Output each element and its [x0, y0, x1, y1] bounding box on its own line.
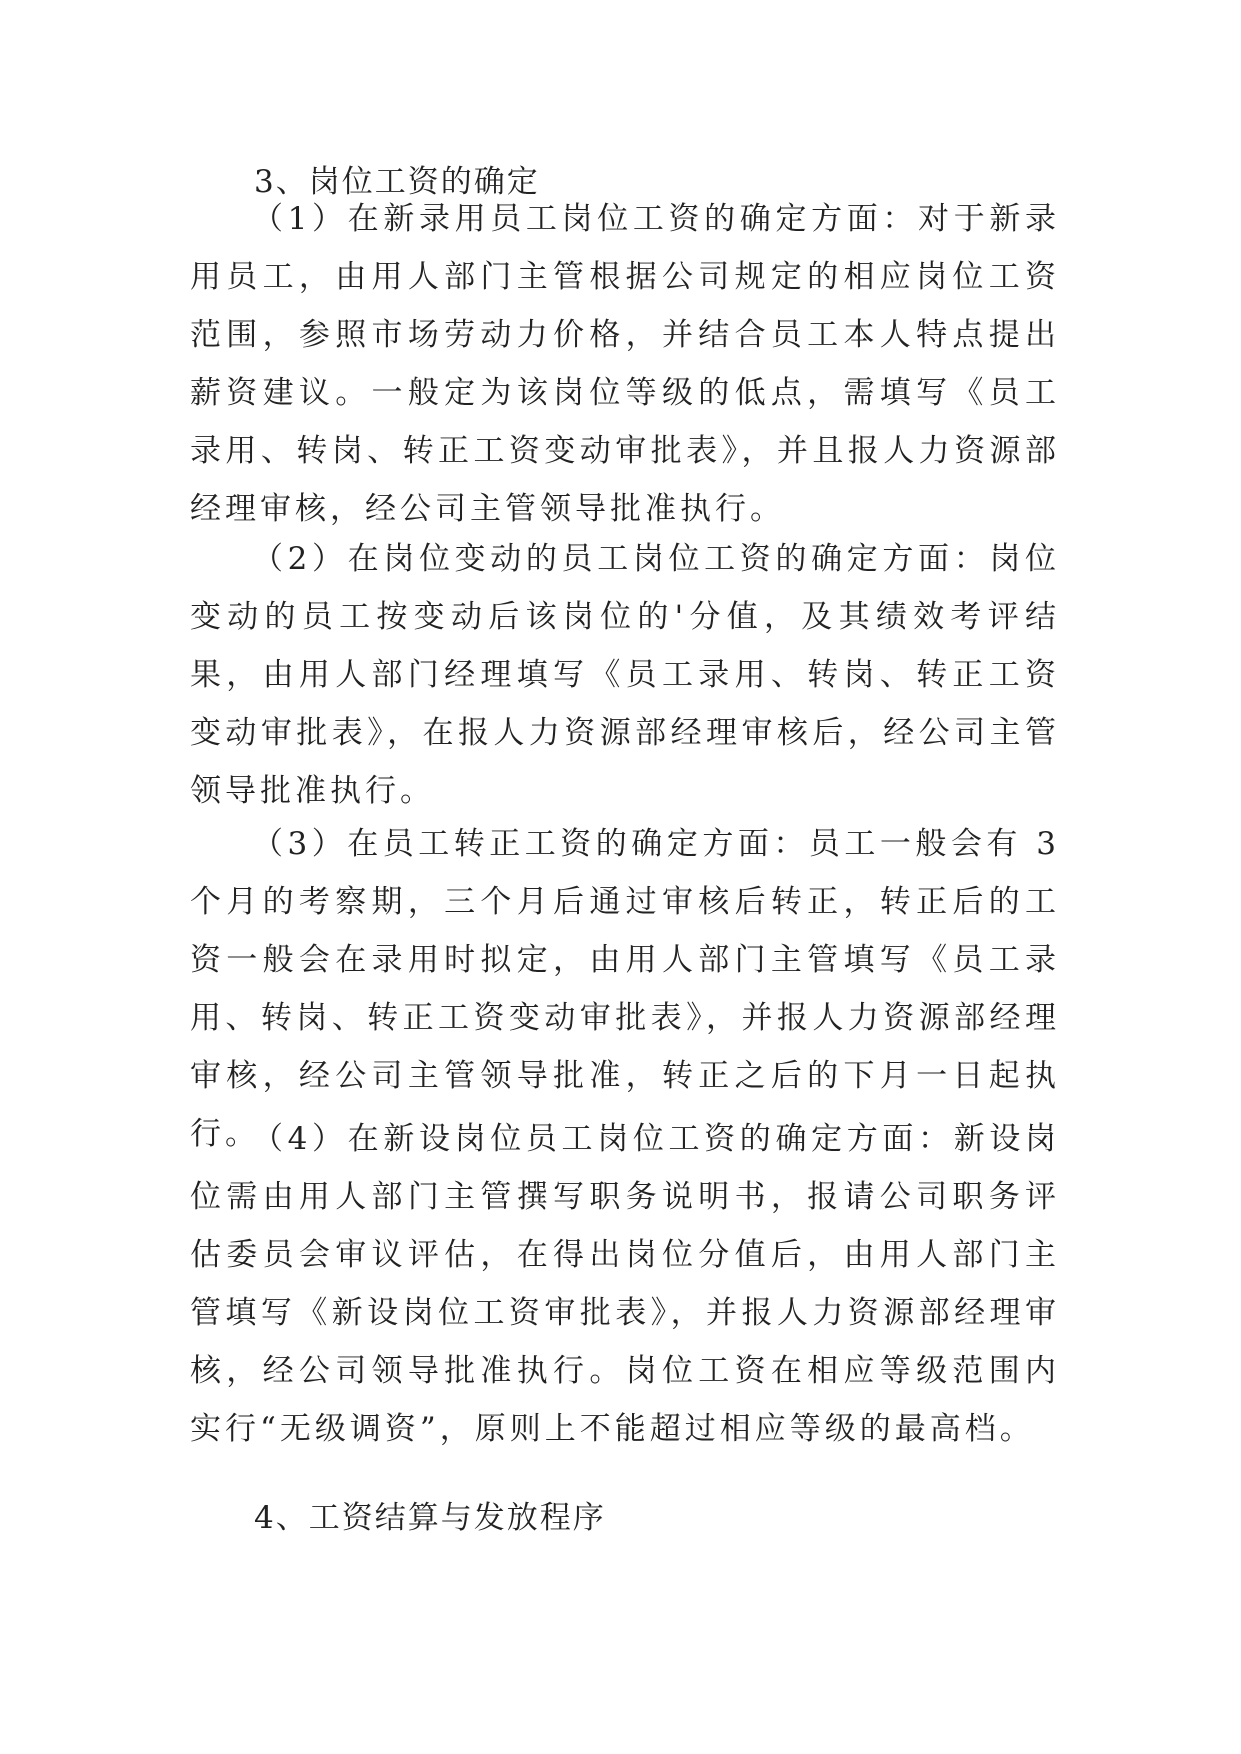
section-4-heading: 4、工资结算与发放程序 [254, 1500, 606, 1536]
paragraph-2: （2）在岗位变动的员工岗位工资的确定方面：岗位变动的员工按变动后该岗位的'分值，及其绩效考评结果，由用人部门经理填写《员工录用、转岗、转正工资变动审批表》，在报人力资源部经理审核后，经公司主管领导批准执行。 [190, 541, 1060, 809]
paragraph-3: （3）在员工转正工资的确定方面：员工一般会有 3 个月的考察期，三个月后通过审核后转正，转正后的工资一般会在录用时拟定，由用人部门主管填写《员工录用、转岗、转正工资变动审批表》，并报人力资源部经理审核，经公司主管领导批准，转正之后的下月一日起执行。 [190, 826, 1060, 1152]
section-3-heading: 3、岗位工资的确定 [254, 164, 540, 200]
paragraph-4: （4）在新设岗位员工岗位工资的确定方面：新设岗位需由用人部门主管撰写职务说明书，报请公司职务评估委员会审议评估，在得出岗位分值后，由用人部门主管填写《新设岗位工资审批表》，并报人力资源部经理审核，经公司领导批准执行。岗位工资在相应等级范围内实行“无级调资”，原则上不能超过相应等级的最高档。 [190, 1121, 1060, 1447]
paragraph-1: （1）在新录用员工岗位工资的确定方面：对于新录用员工，由用人部门主管根据公司规定的相应岗位工资范围，参照市场劳动力价格，并结合员工本人特点提出薪资建议。一般定为该岗位等级的低点，需填写《员工录用、转岗、转正工资变动审批表》，并且报人力资源部经理审核，经公司主管领导批准执行。 [190, 201, 1060, 527]
